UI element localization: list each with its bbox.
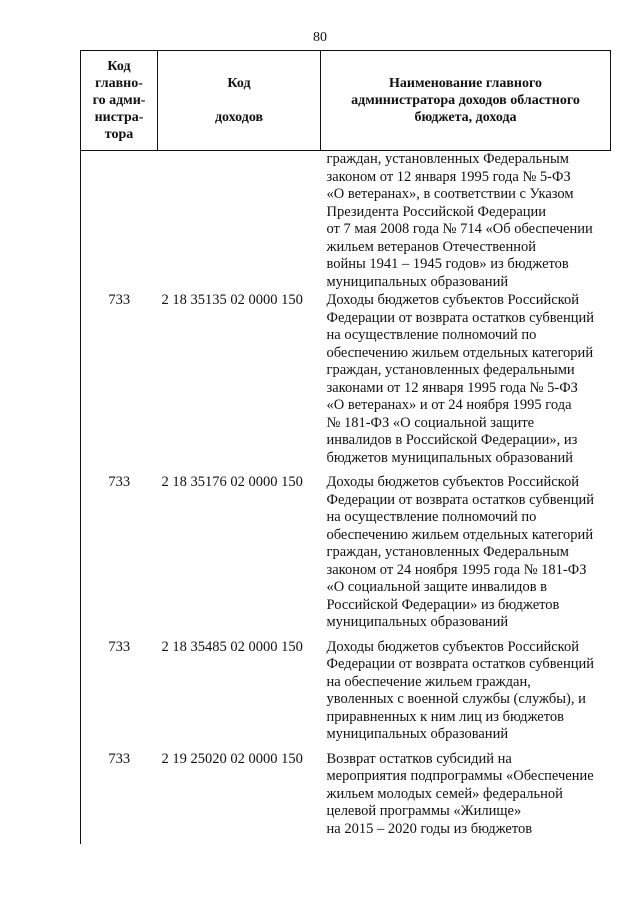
text-line: муниципальных образований <box>326 614 509 630</box>
text-line: муниципальных образований <box>326 273 509 290</box>
text-line: приравненных к ним лиц из бюджетов <box>326 708 564 725</box>
text-line: бюджетов муниципальных образований <box>326 449 574 466</box>
text-line: № 181-ФЗ «О социальной защите <box>326 414 535 431</box>
text-line: «О социальной защите инвалидов в <box>326 579 548 595</box>
text-line: Российской Федерации» из бюджетов <box>326 596 560 613</box>
text-line: Федерации от возврата остатков субвенций <box>326 309 594 326</box>
text-line: го адми- <box>92 93 146 108</box>
text-line: Наименование главного <box>389 76 542 91</box>
revenue-table <box>80 50 611 844</box>
text-line: жильем ветеранов Отечественной <box>326 238 536 255</box>
text-line: Доходы бюджетов субъектов Российской <box>326 638 579 655</box>
cell-name <box>321 291 611 473</box>
cell-admin-code: 733 <box>81 638 158 750</box>
cell-admin-code: 733 <box>81 473 158 638</box>
cell-name <box>321 151 611 292</box>
cell-name-lines <box>327 751 607 839</box>
cell-income-code: 2 18 35176 02 0000 150 <box>161 474 303 490</box>
cell-income-code: 2 19 25020 02 0000 150 <box>161 750 303 767</box>
table-row <box>81 291 611 473</box>
text-line: муниципальных образований <box>326 726 509 742</box>
text-line: на обеспечение жильем граждан, <box>326 673 531 690</box>
cell-name <box>321 638 611 750</box>
cell-admin-code: 733 <box>81 291 158 473</box>
page-number: 80 <box>313 30 327 45</box>
text-line: доходов <box>214 110 264 125</box>
header-name-lines <box>325 75 606 126</box>
text-line: граждан, установленных Федеральным <box>326 544 569 560</box>
cell-name-lines <box>327 292 607 467</box>
text-line: на осуществление полномочий по <box>326 509 537 525</box>
text-line: мероприятия подпрограммы «Обеспечение <box>326 768 594 784</box>
cell-admin-code <box>81 151 158 292</box>
table-header-row <box>81 51 611 151</box>
text-line: нистра- <box>94 110 144 125</box>
text-line: войны 1941 – 1945 годов» из бюджетов <box>326 256 569 272</box>
text-line: на 2015 – 2020 годы из бюджетов <box>326 820 533 837</box>
text-line <box>162 92 316 109</box>
text-line: обеспечению жильем отдельных категорий <box>326 344 594 361</box>
text-line: Доходы бюджетов субъектов Российской <box>326 292 579 308</box>
header-income-code <box>158 51 321 151</box>
text-line: законом от 24 ноября 1995 года № 181-ФЗ <box>326 561 587 578</box>
cell-income-code <box>158 151 321 292</box>
text-line: Федерации от возврата остатков субвенций <box>326 656 594 672</box>
text-line: «О ветеранах», в соответствии с Указом <box>326 186 574 202</box>
header-income-code-lines <box>162 75 316 126</box>
text-line: Код <box>107 59 131 74</box>
cell-income-code: 2 18 35485 02 0000 150 <box>161 638 303 655</box>
cell-name-lines <box>327 151 607 291</box>
text-line: граждан, установленных федеральными <box>326 362 575 378</box>
text-line: жильем молодых семей» федеральной <box>326 785 563 802</box>
text-line: на осуществление полномочий по <box>326 327 537 343</box>
text-line: бюджета, дохода <box>414 110 517 125</box>
text-line: законом от 12 января 1995 года № 5-ФЗ <box>326 168 571 185</box>
table-row <box>81 151 611 292</box>
text-line: Доходы бюджетов субъектов Российской <box>326 474 579 490</box>
cell-name-lines <box>327 474 607 632</box>
text-line: Президента Российской Федерации <box>326 203 547 220</box>
table-row <box>81 473 611 638</box>
text-line: Код <box>227 76 251 91</box>
header-admin-code-lines <box>85 58 153 143</box>
text-line: Федерации от возврата остатков субвенций <box>326 491 594 508</box>
text-line: администратора доходов областного <box>351 93 580 108</box>
cell-admin-code: 733 <box>81 750 158 845</box>
header-name <box>321 51 611 151</box>
text-line: Возврат остатков субсидий на <box>326 750 512 767</box>
text-line: граждан, установленных Федеральным <box>326 151 569 167</box>
text-line: уволенных с военной службы (службы), и <box>326 691 586 707</box>
text-line: «О ветеранах» и от 24 ноября 1995 года <box>326 397 572 413</box>
text-line: тора <box>104 127 134 142</box>
table-row <box>81 638 611 750</box>
text-line: инвалидов в Российской Федерации», из <box>326 432 578 448</box>
table-row <box>81 750 611 845</box>
cell-name <box>321 473 611 638</box>
header-admin-code <box>81 51 158 151</box>
cell-income-code: 2 18 35135 02 0000 150 <box>161 292 303 308</box>
text-line: обеспечению жильем отдельных категорий <box>326 526 594 543</box>
text-line: целевой программы «Жилище» <box>326 803 522 819</box>
cell-name-lines <box>327 639 607 744</box>
cell-name <box>321 750 611 845</box>
text-line: законами от 12 января 1995 года № 5-ФЗ <box>326 379 578 396</box>
text-line: главно- <box>95 76 143 91</box>
text-line: от 7 мая 2008 года № 714 «Об обеспечении <box>326 221 593 237</box>
